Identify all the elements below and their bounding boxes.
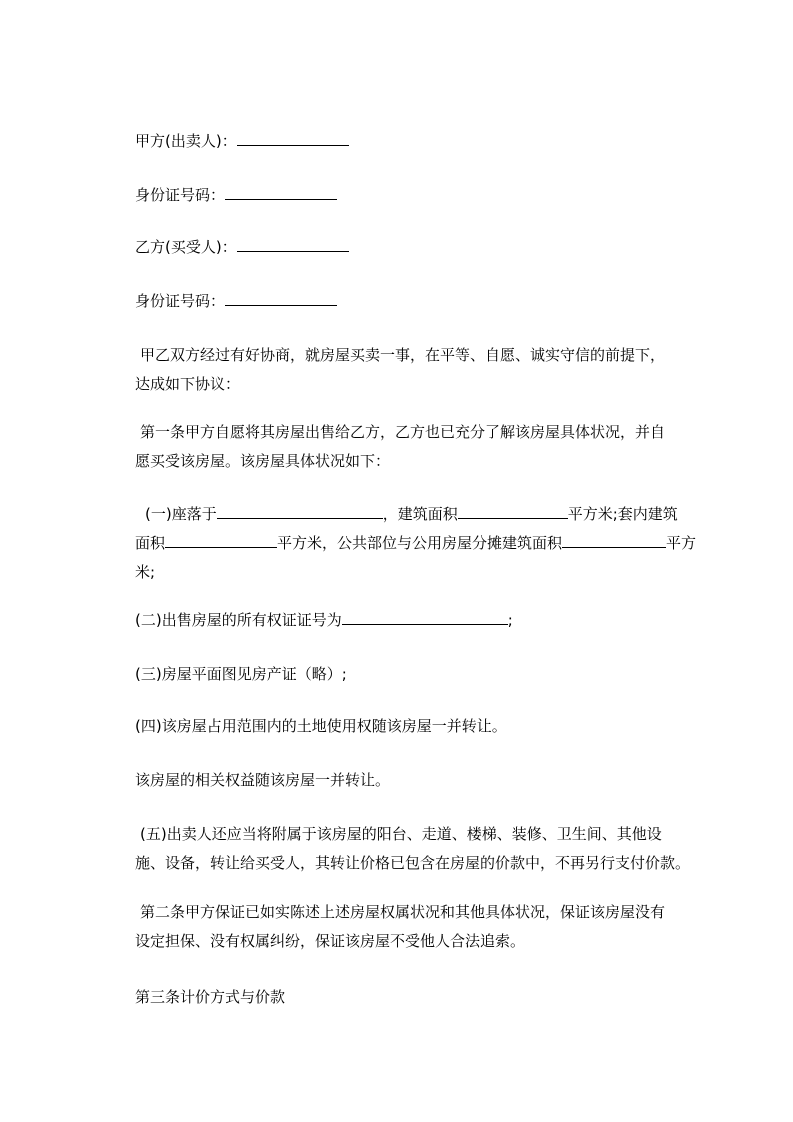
item-1-paragraph [135,500,715,587]
intro-paragraph [135,341,715,399]
item-1-unit-inner: 平方米;套内建筑 [567,505,678,523]
party-b-id-label: 身份证号码： [135,292,226,310]
article-2-line-2: 设定担保、没有权属纠纷，保证该房屋不受他人合法追索。 [135,932,526,950]
item-1-unit-end: 平方 [666,534,697,552]
item-2-suffix: ; [507,611,513,629]
article-3-title: 第三条计价方式与价款 [135,988,286,1006]
party-b-id-blank[interactable] [225,290,337,306]
party-a-blank[interactable] [237,130,349,146]
party-a-id-field [135,181,715,210]
party-a-id-label: 身份证号码： [135,186,226,204]
party-a-id-blank[interactable] [225,184,337,200]
party-b-field [135,233,715,262]
article-1-line-1: 第一条甲方自愿将其房屋出售给乙方，乙方也已充分了解该房屋具体状况，并自 [140,423,666,441]
party-b-label: 乙方(买受人)： [135,238,237,256]
party-a-field [135,127,715,156]
item-5-line-2: 施、设备，转让给买受人，其转让价格已包含在房屋的价款中，不再另行支付价款。 [135,854,691,872]
inner-area-blank[interactable] [165,532,277,548]
certificate-number-blank[interactable] [342,609,508,625]
party-a-label: 甲方(出卖人)： [135,132,237,150]
item-2-prefix: (二)出售房屋的所有权证证号为 [135,611,342,629]
article-2-line-1: 第二条甲方保证已如实陈述上述房屋权属状况和其他具体状况，保证该房屋没有 [140,903,666,921]
building-area-blank[interactable] [458,503,568,519]
item-1-area-label: 面积 [135,534,166,552]
item-1-building-area: ，建筑面积 [382,505,458,523]
item-2-paragraph [135,606,715,635]
item-1-line-1 [135,500,715,529]
item-1-line-2 [135,529,715,558]
shared-area-blank[interactable] [562,532,666,548]
article-2-paragraph [135,898,715,956]
party-b-blank[interactable] [237,236,349,252]
item-5-paragraph [135,820,715,878]
rights-paragraph: 该房屋的相关权益随该房屋一并转让。 [135,771,391,789]
item-5-line-1: (五)出卖人还应当将附属于该房屋的阳台、走道、楼梯、装修、卫生间、其他设 [140,825,662,843]
intro-line-1: 甲乙双方经过有好协商，就房屋买卖一事，在平等、自愿、诚实守信的前提下， [140,346,666,364]
item-1-prefix: (一)座落于 [145,505,217,523]
item-1-line-3: 米; [135,563,156,581]
party-b-id-field [135,287,715,316]
intro-line-2: 达成如下协议： [135,375,241,393]
location-blank[interactable] [217,503,383,519]
article-1-line-2: 愿买受该房屋。该房屋具体状况如下： [135,452,391,470]
item-3-paragraph: (三)房屋平面图见房产证（略）; [135,665,347,683]
item-1-shared-text: 平方米，公共部位与公用房屋分摊建筑面积 [277,534,563,552]
article-1-paragraph [135,418,715,476]
item-4-paragraph: (四)该房屋占用范围内的土地使用权随该房屋一并转让。 [135,717,507,735]
